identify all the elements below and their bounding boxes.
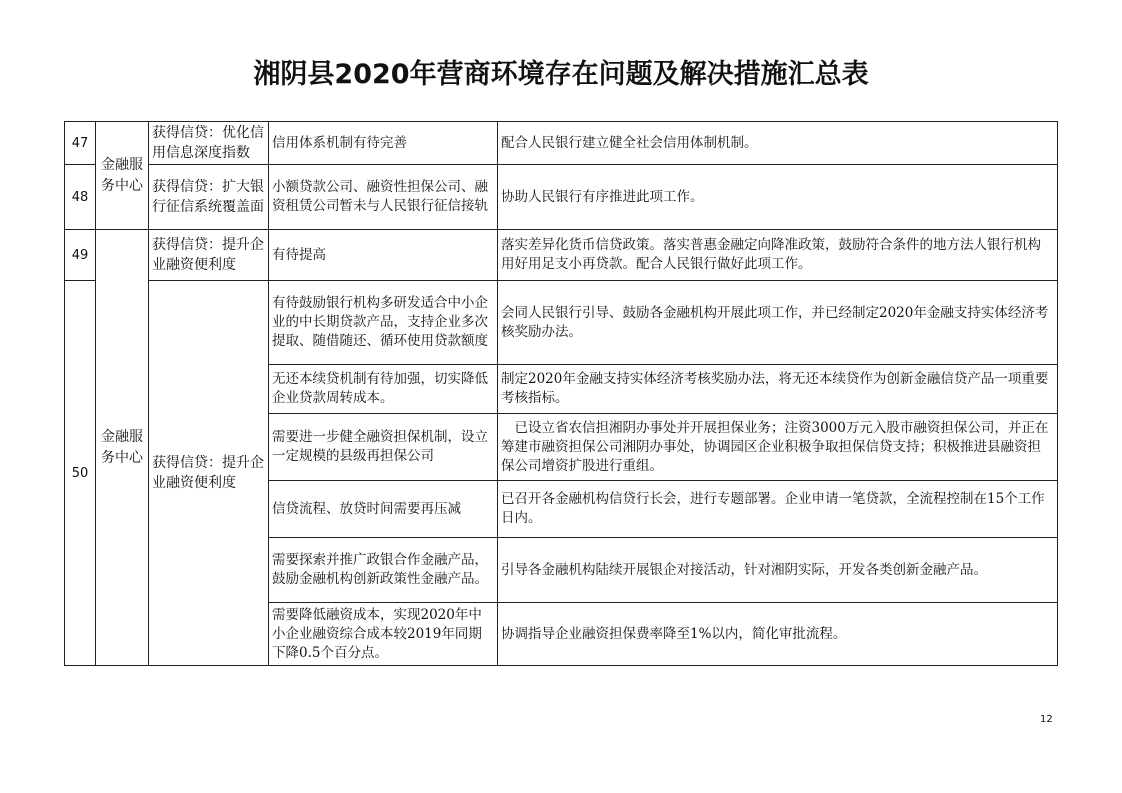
solution-cell: 引导各金融机构陆续开展银企对接活动，针对湘阴实际，开发各类创新金融产品。 <box>498 538 1058 603</box>
page-title: 湘阴县2020年营商环境存在问题及解决措施汇总表 <box>253 59 869 90</box>
solution-cell: 已设立省农信担湘阴办事处并开展担保业务；注资3000万元入股市融资担保公司，并正在筹建市融资担保公司湘阴办事处，协调园区企业积极争取担保信贷支持；积极推进县融资担保公司增资扩股进行重组。 <box>498 414 1058 481</box>
row-number: 49 <box>65 230 96 281</box>
problem-cell: 信用体系机制有待完善 <box>269 122 498 165</box>
solution-cell: 协调指导企业融资担保费率降至1%以内，简化审批流程。 <box>498 603 1058 666</box>
problem-cell: 需要探索并推广政银合作金融产品，鼓励金融机构创新政策性金融产品。 <box>269 538 498 603</box>
problem-cell: 需要降低融资成本，实现2020年中小企业融资综合成本较2019年同期下降0.5个百分点。 <box>269 603 498 666</box>
problems-table <box>64 121 1058 666</box>
row-number: 48 <box>65 165 96 230</box>
table-row <box>65 281 1058 365</box>
indicator-cell: 获得信贷：优化信用信息深度指数 <box>149 122 269 165</box>
table-row <box>65 230 1058 281</box>
table-row <box>65 165 1058 230</box>
solution-cell: 已召开各金融机构信贷行长会，进行专题部署。企业申请一笔贷款，全流程控制在15个工作日内。 <box>498 481 1058 538</box>
row-number: 50 <box>65 281 96 666</box>
page-number: 12 <box>1040 714 1053 725</box>
row-number: 47 <box>65 122 96 165</box>
indicator-cell: 获得信贷：提升企业融资便利度 <box>149 230 269 281</box>
solution-cell: 制定2020年金融支持实体经济考核奖励办法，将无还本续贷作为创新金融信贷产品一项重要考核指标。 <box>498 365 1058 414</box>
problem-cell: 小额贷款公司、融资性担保公司、融资租赁公司暂未与人民银行征信接轨 <box>269 165 498 230</box>
table-row <box>65 122 1058 165</box>
solution-cell: 会同人民银行引导、鼓励各金融机构开展此项工作，并已经制定2020年金融支持实体经济考核奖励办法。 <box>498 281 1058 365</box>
indicator-cell: 获得信贷：扩大银行征信系统覆盖面 <box>149 165 269 230</box>
department-label: 金融服务中心 <box>101 428 143 466</box>
solution-cell: 落实差异化货币信贷政策。落实普惠金融定向降准政策，鼓励符合条件的地方法人银行机构用好用足支小再贷款。配合人民银行做好此项工作。 <box>498 230 1058 281</box>
problem-cell: 需要进一步健全融资担保机制，设立一定规模的县级再担保公司 <box>269 414 498 481</box>
solution-cell: 配合人民银行建立健全社会信用体制机制。 <box>498 122 1058 165</box>
department-cell: 金融服务中心 <box>96 122 149 230</box>
problem-cell: 信贷流程、放贷时间需要再压减 <box>269 481 498 538</box>
problem-cell: 有待提高 <box>269 230 498 281</box>
indicator-cell: 获得信贷：提升企业融资便利度 <box>149 281 269 666</box>
problem-cell: 有待鼓励银行机构多研发适合中小企业的中长期贷款产品，支持企业多次提取、随借随还、循环使用贷款额度 <box>269 281 498 365</box>
solution-cell: 协助人民银行有序推进此项工作。 <box>498 165 1058 230</box>
problem-cell: 无还本续贷机制有待加强，切实降低企业贷款周转成本。 <box>269 365 498 414</box>
department-cell <box>96 230 149 666</box>
